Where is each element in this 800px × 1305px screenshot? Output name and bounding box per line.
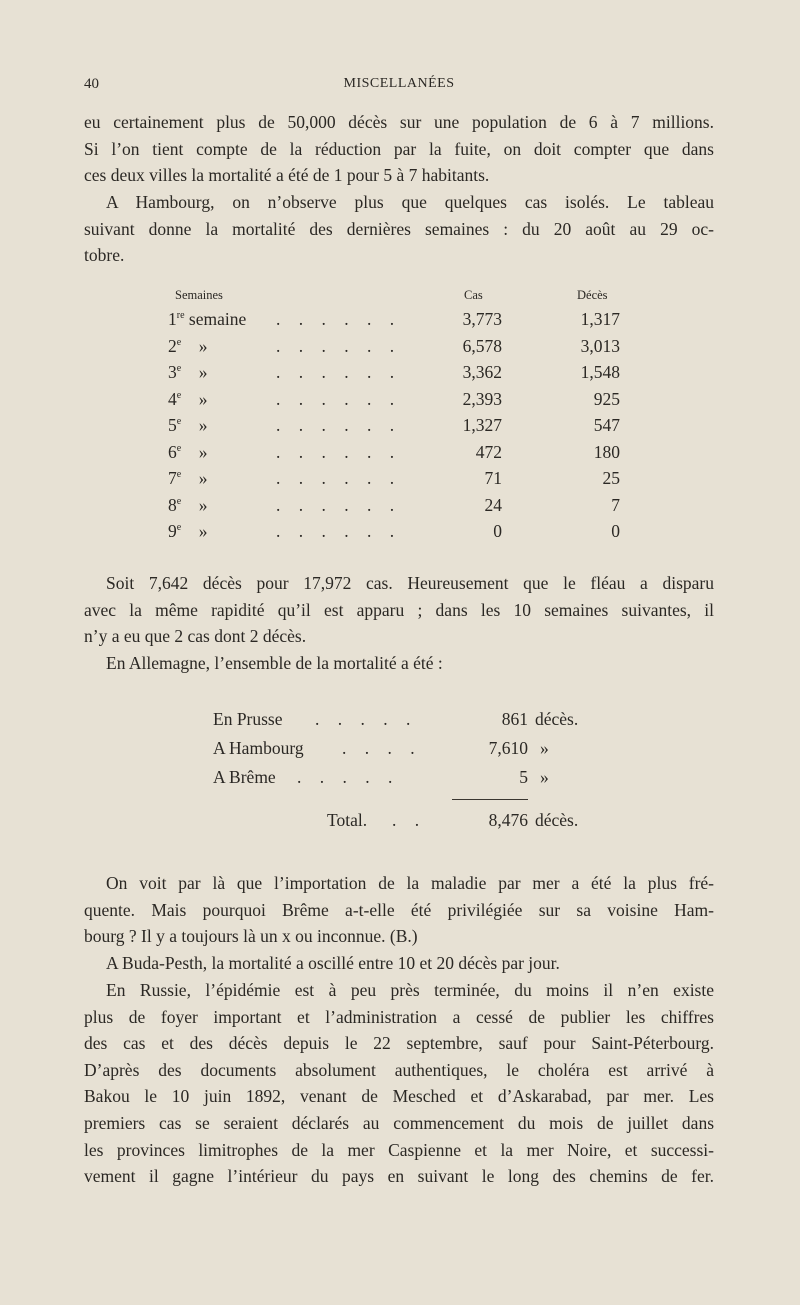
- text-line: ces deux villes la mortalité a été de 1 pour 5 à 7 habitants.: [84, 165, 490, 186]
- deaths-cell: 3,013: [580, 335, 620, 356]
- table-row: [0, 767, 800, 793]
- paragraph-2: [84, 189, 714, 269]
- table-row: [0, 709, 800, 735]
- deaths-cell: 547: [593, 415, 620, 435]
- week-cell: 5e »: [168, 415, 208, 435]
- cases-cell: 2,393: [462, 388, 502, 409]
- week-cell: 8e »: [168, 494, 208, 515]
- table-row: [0, 738, 800, 764]
- cases-cell: 3,362: [462, 362, 502, 382]
- table-row: [0, 415, 800, 441]
- leader-dots: . . . . . .: [276, 468, 402, 488]
- text-line: n’y a eu que 2 cas dont 2 décès.: [84, 626, 307, 647]
- text-line: bourg ? Il y a toujours là un x ou inconnue. (B.): [84, 926, 418, 947]
- text-line: En Allemagne, l’ensemble de la mortalité a été :: [106, 653, 443, 673]
- header-weeks: Semaines: [175, 288, 223, 302]
- text-line: A Buda-Pesth, la mortalité a oscillé entre 10 et 20 décès par jour.: [106, 953, 560, 973]
- leader-dots: . . . . . .: [276, 335, 402, 356]
- table-row: [0, 309, 800, 335]
- place-cell: A Brême: [213, 767, 276, 787]
- page-number: 40: [84, 76, 99, 92]
- text-line: vement il gagne l’intérieur du pays en suivant le long des chemins de fer.: [84, 1166, 714, 1187]
- table-row: [0, 362, 800, 388]
- text-line: premiers cas se seraient déclarés au commencement du mois de juillet dans: [84, 1112, 714, 1133]
- value-cell: 7,610: [488, 738, 528, 758]
- leader-dots: . . . . . .: [276, 388, 402, 409]
- text-line: Bakou le 10 juin 1892, venant de Mesched et d’Askarabad, par mer. Les: [84, 1086, 714, 1107]
- deaths-cell: 0: [611, 521, 620, 541]
- deaths-cell: 180: [593, 441, 620, 462]
- value-cell: 861: [501, 709, 528, 729]
- week-cell: 7e »: [168, 468, 208, 488]
- cases-cell: 24: [484, 494, 502, 515]
- total-label: Total.: [327, 810, 368, 830]
- week-cell: 1re semaine: [168, 309, 247, 329]
- week-cell: 9e »: [168, 521, 208, 541]
- text-line: Si l’on tient compte de la réduction par la fuite, on doit compter que dans: [84, 138, 714, 159]
- text-line: quente. Mais pourquoi Brême a-t-elle été privilégiée sur sa voisine Ham-: [84, 899, 714, 920]
- value-cell: 5: [519, 767, 528, 787]
- deaths-cell: 25: [602, 468, 620, 488]
- place-cell: En Prusse: [213, 709, 283, 729]
- cases-cell: 0: [493, 521, 502, 541]
- text-line: tobre.: [84, 245, 125, 266]
- table-row: [0, 521, 800, 547]
- deaths-cell: 925: [593, 388, 620, 409]
- running-title: MISCELLANÉES: [343, 76, 455, 91]
- cases-cell: 3,773: [462, 309, 502, 329]
- week-cell: 2e »: [168, 335, 208, 356]
- leader-dots: . . . . . .: [276, 441, 402, 462]
- text-line: En Russie, l’épidémie est à peu près terminée, du moins il n’en existe: [106, 980, 714, 1000]
- paragraph-3: [84, 570, 714, 650]
- header-deaths: Décès: [577, 288, 608, 302]
- deaths-cell: 1,317: [580, 309, 620, 329]
- week-cell: 3e »: [168, 362, 208, 382]
- unit-cell: décès.: [535, 709, 579, 729]
- text-line: suivant donne la mortalité des dernières semaines : du 20 août au 29 oc-: [84, 218, 714, 239]
- sum-rule: [452, 799, 528, 800]
- text-line: On voit par là que l’importation de la maladie par mer a été la plus fré-: [106, 873, 714, 893]
- table-row: [0, 442, 800, 468]
- text-line: les provinces limitrophes de la mer Caspienne et la mer Noire, et successi-: [84, 1139, 714, 1160]
- header-cases: Cas: [464, 288, 483, 302]
- leader-dots: . . . . .: [297, 767, 400, 787]
- unit-cell: »: [540, 767, 549, 787]
- text-line: D’après des documents absolument authentiques, le choléra est arrivé à: [84, 1059, 714, 1080]
- unit-cell: »: [540, 738, 549, 758]
- table-row: [0, 389, 800, 415]
- cases-cell: 472: [475, 441, 502, 462]
- cases-cell: 71: [484, 468, 502, 488]
- paragraph-5: [84, 870, 714, 950]
- text-line: eu certainement plus de 50,000 décès sur une population de 6 à 7 millions.: [84, 112, 714, 132]
- leader-dots: . . . . . .: [276, 309, 402, 329]
- text-line: Soit 7,642 décès pour 17,972 cas. Heureusement que le fléau a disparu: [106, 573, 714, 593]
- text-line: des cas et des décès depuis le 22 septembre, sauf pour Saint-Péterbourg.: [84, 1033, 714, 1054]
- cases-cell: 6,578: [462, 335, 502, 356]
- leader-dots: . . . . . .: [276, 521, 402, 541]
- leader-dots: . . . . .: [315, 709, 418, 729]
- text-line: plus de foyer important et l’administration a cessé de publier les chiffres: [84, 1006, 714, 1027]
- total-value: 8,476: [488, 810, 528, 830]
- place-cell: A Hambourg: [213, 738, 304, 758]
- week-cell: 6e »: [168, 441, 208, 462]
- paragraph-6: [84, 950, 714, 977]
- leader-dots: . . . .: [342, 738, 422, 758]
- week-cell: 4e »: [168, 388, 208, 409]
- leader-dots: . . . . . .: [276, 415, 402, 435]
- deaths-cell: 1,548: [580, 362, 620, 382]
- paragraph-4: [84, 650, 714, 677]
- total-row: [0, 810, 800, 836]
- unit-cell: décès.: [535, 810, 579, 830]
- table-row: [0, 468, 800, 494]
- text-line: A Hambourg, on n’observe plus que quelques cas isolés. Le tableau: [106, 192, 714, 212]
- cases-cell: 1,327: [462, 415, 502, 435]
- paragraph-1: [84, 109, 714, 189]
- leader-dots: . . . . . .: [276, 362, 402, 382]
- text-line: avec la même rapidité qu’il est apparu ; dans les 10 semaines suivantes, il: [84, 599, 714, 620]
- deaths-cell: 7: [611, 494, 620, 515]
- table-row: [0, 495, 800, 521]
- page-header: [84, 76, 714, 98]
- table-row: [0, 336, 800, 362]
- paragraph-7: [84, 977, 714, 1190]
- leader-dots: . . . . . .: [276, 494, 402, 515]
- leader-dots: . .: [392, 810, 427, 830]
